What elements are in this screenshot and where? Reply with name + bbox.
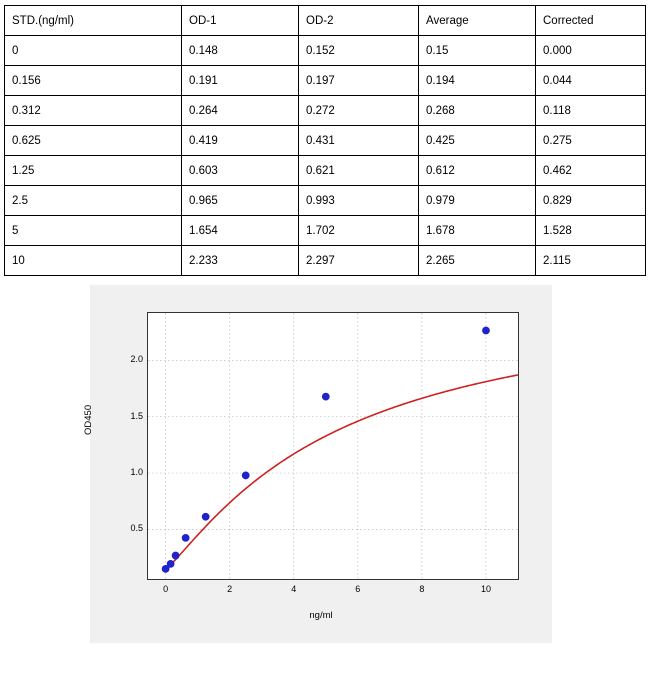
cell-od1: 0.264	[182, 96, 299, 126]
cell-corrected: 0.275	[536, 126, 646, 156]
table-row	[5, 96, 646, 126]
cell-average: 2.265	[419, 246, 536, 276]
standard-curve-table	[4, 5, 646, 276]
y-axis-label: OD450	[83, 404, 94, 435]
cell-average: 0.425	[419, 126, 536, 156]
cell-od2: 1.702	[299, 216, 419, 246]
plot-svg	[148, 313, 518, 579]
table-header-row	[5, 6, 646, 36]
cell-average: 0.194	[419, 66, 536, 96]
column-header-std: STD.(ng/ml)	[5, 6, 182, 36]
x-tick-label: 4	[291, 584, 297, 594]
x-tick-label: 0	[163, 584, 169, 594]
standard-curve-chart	[83, 285, 552, 643]
cell-od2: 0.152	[299, 36, 419, 66]
cell-od2: 0.197	[299, 66, 419, 96]
column-header-od1: OD-1	[182, 6, 299, 36]
cell-od2: 0.431	[299, 126, 419, 156]
column-header-corrected: Corrected	[536, 6, 646, 36]
cell-std: 0.312	[5, 96, 182, 126]
x-tick-label: 8	[419, 584, 425, 594]
x-axis-label: ng/ml	[309, 610, 333, 621]
table-row	[5, 186, 646, 216]
cell-std: 10	[5, 246, 182, 276]
cell-average: 0.268	[419, 96, 536, 126]
cell-average: 0.612	[419, 156, 536, 186]
cell-std: 5	[5, 216, 182, 246]
cell-od2: 0.993	[299, 186, 419, 216]
cell-average: 1.678	[419, 216, 536, 246]
table-row	[5, 36, 646, 66]
cell-std: 0.625	[5, 126, 182, 156]
cell-od1: 0.148	[182, 36, 299, 66]
cell-std: 2.5	[5, 186, 182, 216]
cell-od2: 0.621	[299, 156, 419, 186]
table-row	[5, 156, 646, 186]
cell-corrected: 0.118	[536, 96, 646, 126]
column-header-od2: OD-2	[299, 6, 419, 36]
cell-od1: 1.654	[182, 216, 299, 246]
table-row	[5, 126, 646, 156]
x-tick-label: 10	[480, 584, 491, 594]
y-tick-label: 1.0	[130, 467, 143, 478]
cell-od1: 2.233	[182, 246, 299, 276]
cell-std: 0	[5, 36, 182, 66]
cell-std: 0.156	[5, 66, 182, 96]
cell-od2: 2.297	[299, 246, 419, 276]
table-row	[5, 246, 646, 276]
plot-area	[147, 312, 519, 580]
cell-corrected: 2.115	[536, 246, 646, 276]
cell-corrected: 1.528	[536, 216, 646, 246]
cell-od1: 0.603	[182, 156, 299, 186]
cell-od1: 0.419	[182, 126, 299, 156]
cell-od1: 0.191	[182, 66, 299, 96]
y-tick-label: 1.5	[130, 410, 143, 421]
column-header-average: Average	[419, 6, 536, 36]
cell-corrected: 0.462	[536, 156, 646, 186]
cell-std: 1.25	[5, 156, 182, 186]
table-row	[5, 216, 646, 246]
cell-od2: 0.272	[299, 96, 419, 126]
cell-average: 0.979	[419, 186, 536, 216]
y-tick-label: 0.5	[130, 523, 143, 534]
x-tick-label: 2	[227, 584, 233, 594]
cell-corrected: 0.000	[536, 36, 646, 66]
cell-corrected: 0.044	[536, 66, 646, 96]
table-row	[5, 66, 646, 96]
cell-corrected: 0.829	[536, 186, 646, 216]
x-tick-label: 6	[355, 584, 361, 594]
cell-od1: 0.965	[182, 186, 299, 216]
cell-average: 0.15	[419, 36, 536, 66]
y-tick-label: 2.0	[130, 354, 143, 365]
